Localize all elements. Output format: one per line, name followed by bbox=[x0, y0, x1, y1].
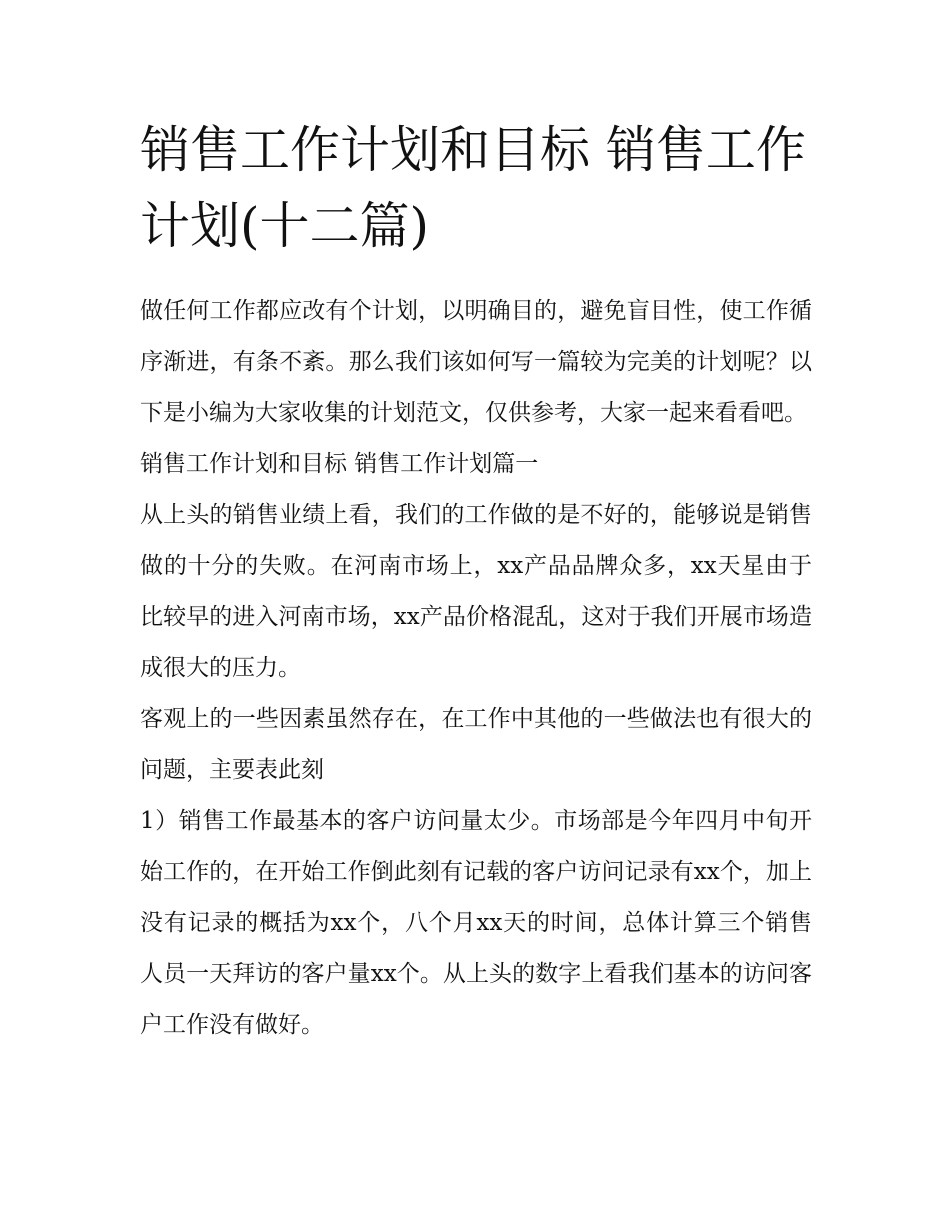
section-heading: 销售工作计划和目标 销售工作计划篇一 bbox=[140, 451, 539, 477]
body-paragraph: 1）销售工作最基本的客户访问量太少。市场部是今年四月中旬开始工作的，在开始工作倒此刻有记载的客户访问记录有xx个，加上没有记录的概括为xx个，八个月xx天的时间，总体计算三个销售人员一天拜访的客户量xx个。从上头的数字上看我们基本的访问客户工作没有做好。 bbox=[140, 808, 812, 1038]
document-page bbox=[140, 112, 812, 1051]
body-paragraph: 客观上的一些因素虽然存在，在工作中其他的一些做法也有很大的问题，主要表此刻 bbox=[140, 706, 812, 783]
document-title: 销售工作计划和目标 销售工作计划(十二篇) bbox=[140, 121, 806, 255]
body-paragraph: 从上头的销售业绩上看，我们的工作做的是不好的，能够说是销售做的十分的失败。在河南市场上，xx产品品牌众多，xx天星由于比较早的进入河南市场，xx产品价格混乱，这对于我们开展市场造成很大的压力。 bbox=[140, 502, 812, 681]
intro-paragraph: 做任何工作都应改有个计划，以明确目的，避免盲目性，使工作循序渐进，有条不紊。那么我们该如何写一篇较为完美的计划呢？以下是小编为大家收集的计划范文，仅供参考，大家一起来看看吧。 bbox=[140, 298, 812, 426]
